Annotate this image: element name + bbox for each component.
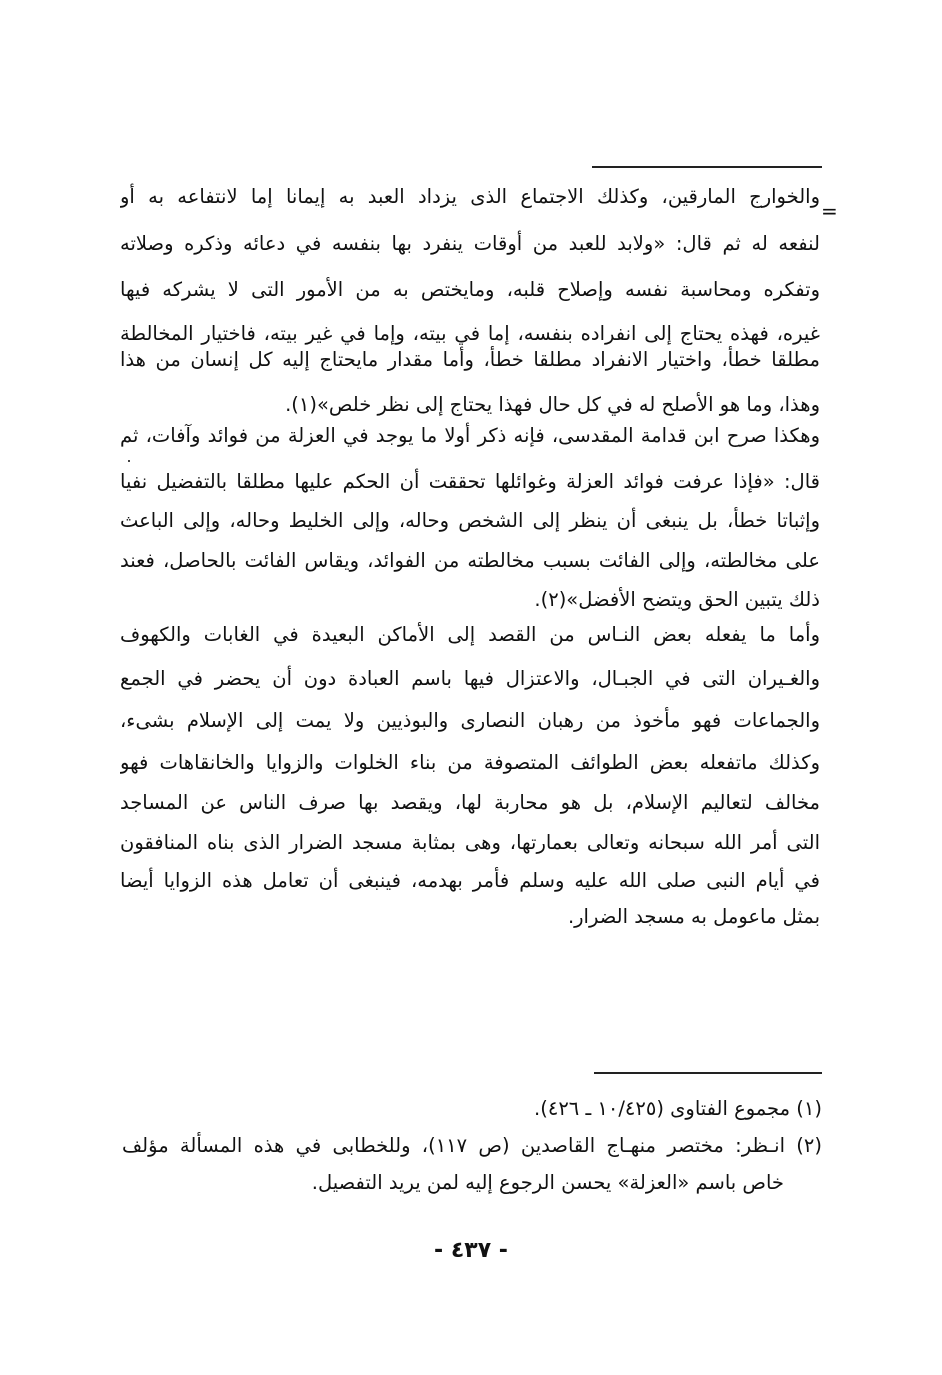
body-line-14: والجماعات فهو مأخوذ من رهبان النصارى والبوذيين ولا يمت إلى الإسلام بشىء،	[120, 709, 820, 732]
body-line-17: التى أمر الله سبحانه وتعالى بعمارتها، وهى بمثابة مسجد الضرار الذى بناه المنافقون	[120, 831, 820, 854]
footnote-2-line-2: خاص باسم «العزلة» يحسن الرجوع إليه لمن يريد التفصيل.	[311, 1171, 784, 1194]
page-number: - ٤٣٧ -	[434, 1238, 508, 1263]
body-line-11: ذلك يتبين الحق ويتضح الأفضل»(٢).	[534, 588, 820, 611]
body-line-5: مطلقا خطأ، واختيار الانفراد مطلقا خطأ، وأما مقدار مايحتاج إليه كل إنسان من هذا	[120, 348, 820, 371]
body-line-12: وأما ما يفعله بعض النـاس من القصد إلى الأماكن البعيدة في الغابات والكهوف	[120, 623, 820, 646]
footnote-separator-rule	[594, 1072, 822, 1074]
body-line-18: في أيام النبى صلى الله عليه وسلم فأمر بهدمه، فينبغى أن تعامل هذه الزوايا أيضا	[120, 869, 820, 892]
top-separator-rule	[592, 166, 822, 168]
body-line-15: وكذلك ماتفعله بعض الطوائف المتصوفة من بناء الخلوات والزوايا والخانقاهات فهو	[120, 751, 820, 774]
body-line-7: وهكذا صرح ابن قدامة المقدسى، فإنه ذكر أولا ما يوجد في العزلة من فوائد وآفات، ثم	[120, 424, 820, 447]
body-line-16: مخالف لتعاليم الإسلام، بل هو محاربة لها، ويقصد بها صرف الناس عن المساجد	[120, 791, 820, 814]
scan-speck	[128, 460, 130, 462]
body-line-3: وتفكره ومحاسبة نفسه وإصلاح قلبه، ومايختص به من الأمور التى لا يشركه فيها	[120, 278, 820, 301]
continuation-marker: =	[821, 199, 838, 223]
footnote-1: (١) مجموع الفتاوى (١٠/٤٢٥ ـ ٤٢٦).	[534, 1097, 822, 1120]
body-line-4: غيره، فهذه يحتاج إلى انفراده بنفسه، إما في بيته، وإما في غير بيته، فاختيار المخالطة	[120, 322, 820, 345]
body-line-6: وهذا، وما هو الأصلح له في كل حال فهذا يحتاج إلى نظر خلص»(١).	[285, 393, 820, 416]
body-line-19: بمثل ماعومل به مسجد الضرار.	[567, 905, 820, 928]
footnote-2-line-1: (٢) انـظر: مختصر منهـاج القاصدين (ص ١١٧)، وللخطابى في هذه المسألة مؤلف	[122, 1134, 822, 1157]
body-line-10: على مخالطته، وإلى الفائت بسبب مخالطته من الفوائد، ويقاس الفائت بالحاصل، فعند	[120, 549, 820, 572]
body-line-1: والخوارج المارقين، وكذلك الاجتماع الذى يزداد العبد به إيمانا إما لانتفاعه به أو	[120, 185, 820, 208]
body-line-13: والغـيران التى في الجبـال، والاعتزال فيها باسم العبادة دون أن يحضر في الجمع	[120, 667, 820, 690]
body-line-8: قال: «فإذا عرفت فوائد العزلة وغوائلها تحققت أن الحكم عليها مطلقا بالتفضيل نفيا	[120, 470, 820, 493]
body-line-2: لنفعه له ثم قال: «ولابد للعبد من أوقات ينفرد بها بنفسه في دعائه وذكره وصلاته	[120, 232, 820, 255]
body-line-9: وإثباتا خطأ، بل ينبغى أن ينظر إلى الشخص وحاله، وإلى الخليط وحاله، وإلى الباعث	[120, 509, 820, 532]
